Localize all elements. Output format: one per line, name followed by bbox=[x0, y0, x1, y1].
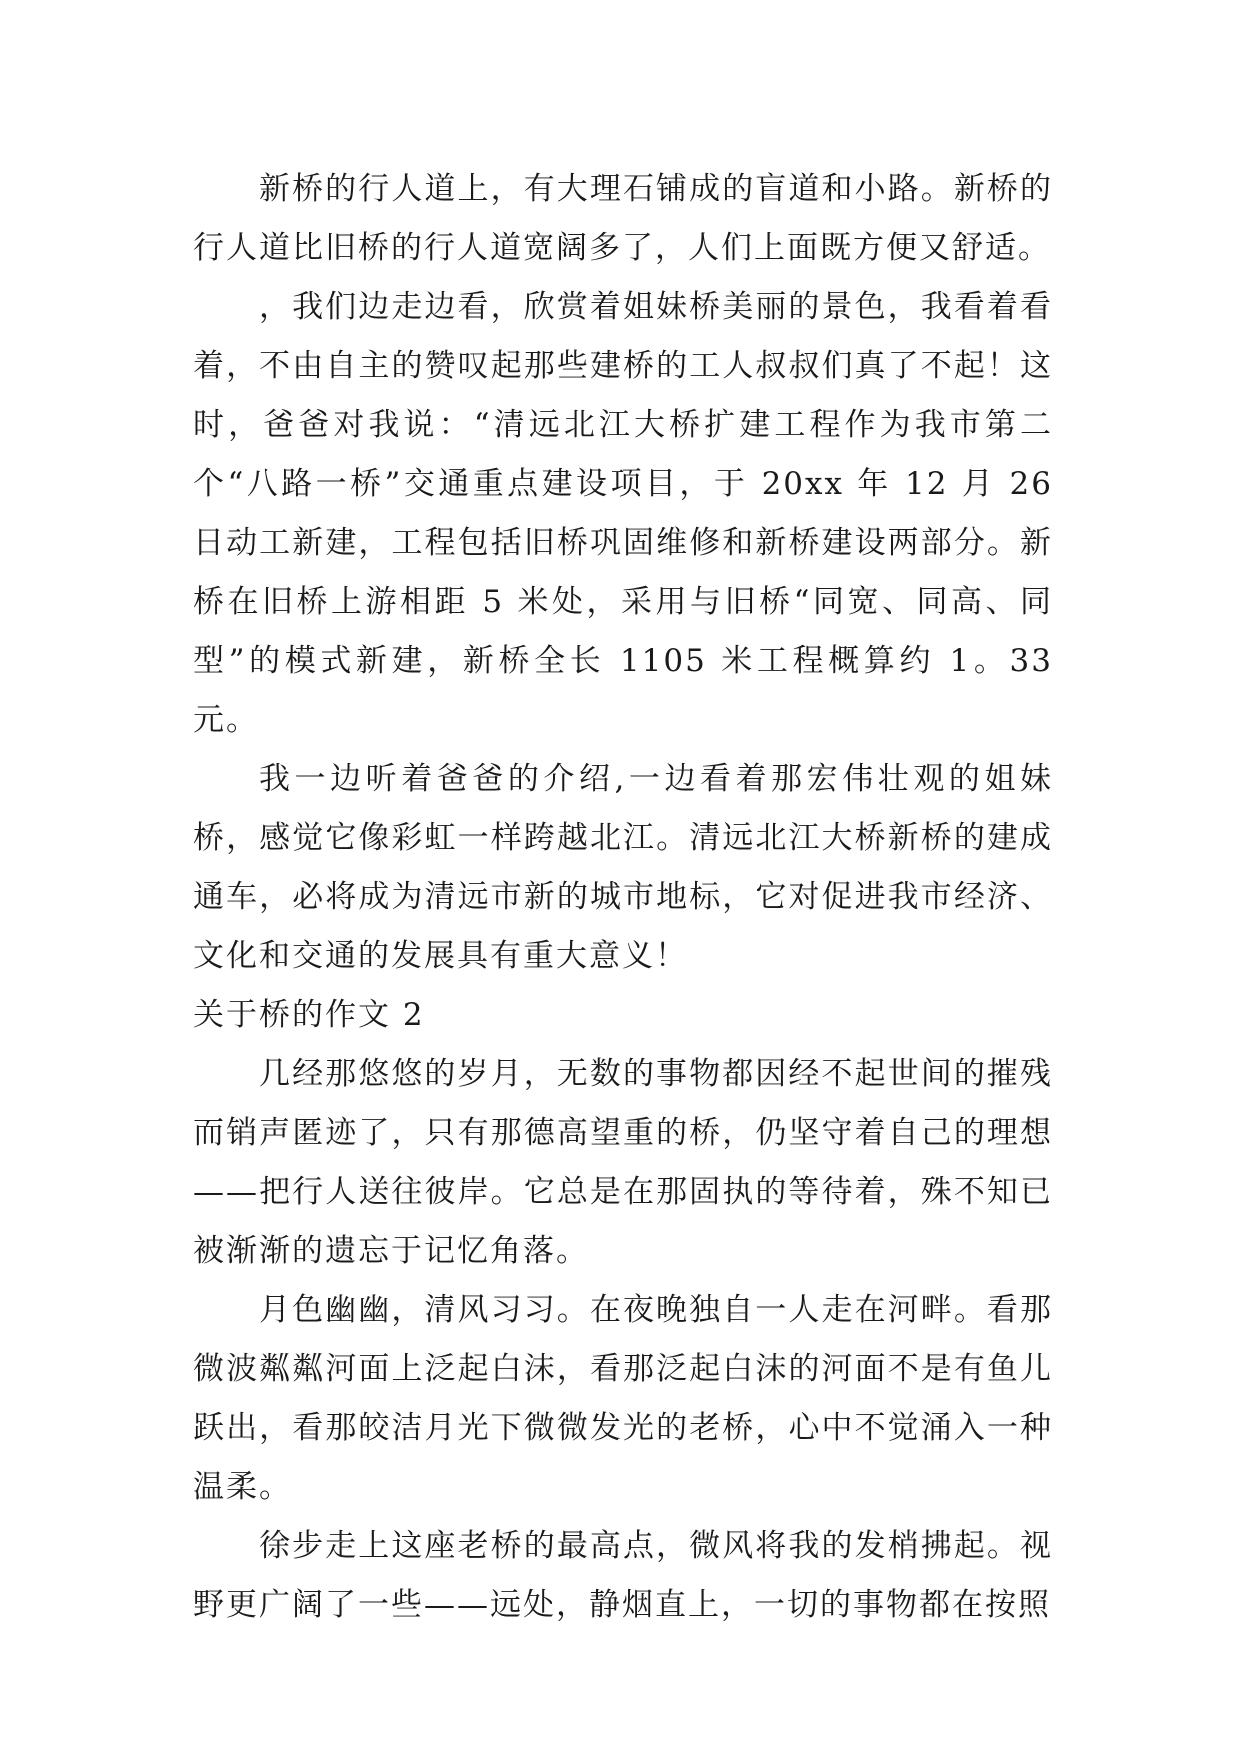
paragraph-4: 几经那悠悠的岁月，无数的事物都因经不起世间的摧残而销声匿迹了，只有那德高望重的桥，仍坚守着自己的理想——把行人送往彼岸。它总是在那固执的等待着，殊不知已被渐渐的遗忘于记忆角落。 bbox=[193, 1056, 1053, 1269]
paragraph-6: 徐步走上这座老桥的最高点，微风将我的发梢拂起。视野更广阔了一些——远处，静烟直上，一切的事物都在按照 bbox=[193, 1528, 1053, 1623]
section-heading: 关于桥的作文 2 bbox=[193, 997, 425, 1033]
paragraph-5: 月色幽幽，清风习习。在夜晚独自一人走在河畔。看那微波粼粼河面上泛起白沫，看那泛起白沫的河面不是有鱼儿跃出，看那皎洁月光下微微发光的老桥，心中不觉涌入一种温柔。 bbox=[193, 1292, 1053, 1505]
paragraph-2: ，我们边走边看，欣赏着姐妹桥美丽的景色，我看着看着，不由自主的赞叹起那些建桥的工人叔叔们真了不起！这时，爸爸对我说：“清远北江大桥扩建工程作为我市第二个“八路一桥”交通重点建设项目，于 20xx 年 12 月 26 日动工新建，工程包括旧桥巩固维修和新桥建设两部分。新桥在旧桥上游相距 5 米处，采用与旧桥“同宽、同高、同型”的模式新建，新桥全长 1105 米工程概算约 1。33 元。 bbox=[193, 289, 1053, 738]
document-body bbox=[193, 160, 1053, 1635]
paragraph-1: 新桥的行人道上，有大理石铺成的盲道和小路。新桥的行人道比旧桥的行人道宽阔多了，人们上面既方便又舒适。 bbox=[193, 171, 1053, 266]
paragraph-3: 我一边听着爸爸的介绍,一边看着那宏伟壮观的姐妹桥，感觉它像彩虹一样跨越北江。清远北江大桥新桥的建成通车，必将成为清远市新的城市地标，它对促进我市经济、文化和交通的发展具有重大意义！ bbox=[193, 761, 1053, 974]
